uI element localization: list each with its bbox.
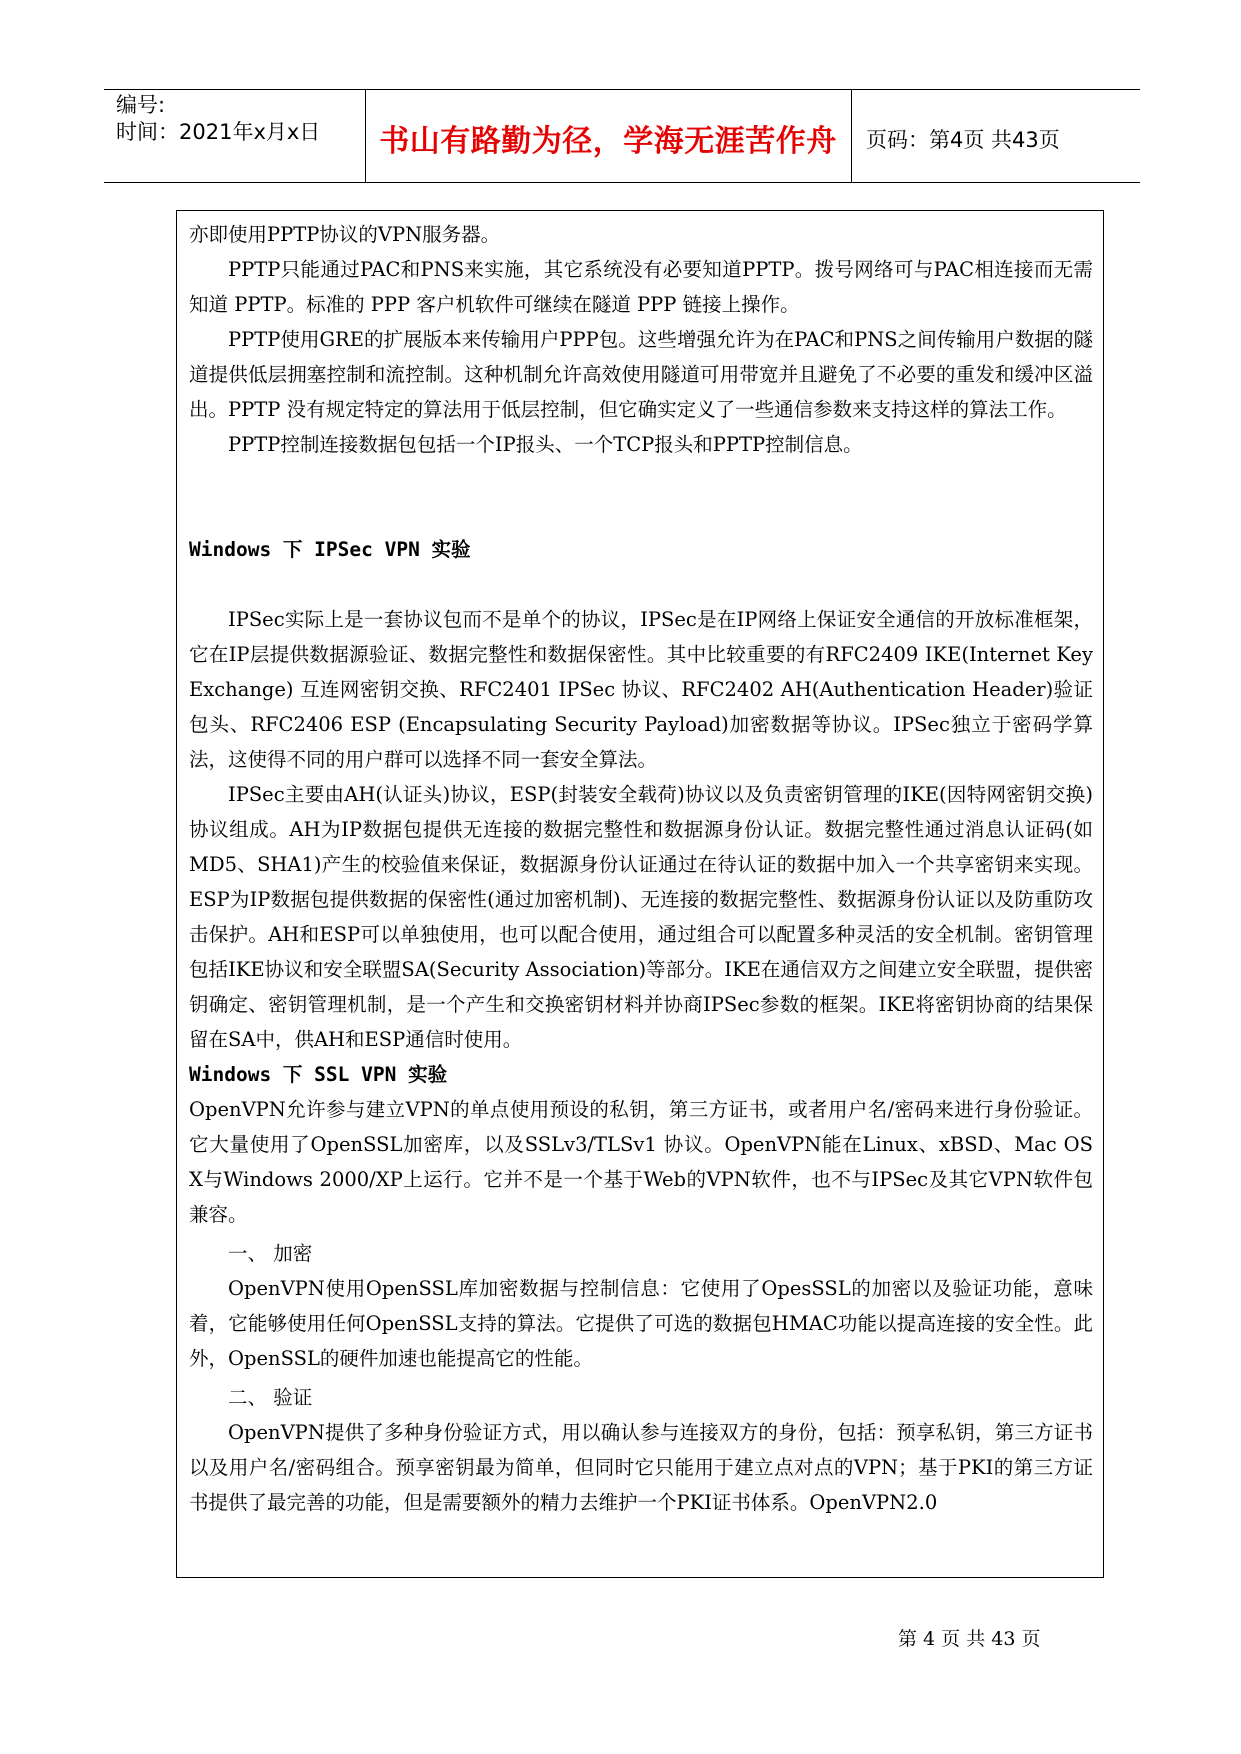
subheading-authentication: 二、 验证 <box>228 1386 313 1409</box>
heading-ssl: Windows 下 SSL VPN 实验 <box>189 1063 448 1086</box>
paragraph-pptp-gre: PPTP使用GRE的扩展版本来传输用户PPP包。这些增强允许为在PAC和PNS之间传输用户数据的隧道提供低层拥塞控制和流控制。这种机制允许高效使用隧道可用带宽并且避免了不必要的重发和缓冲区溢出。PPTP 没有规定特定的算法用于低层控制，但它确实定义了一些通信参数来支持这样的算法工作。 <box>189 328 1093 421</box>
header-bottom-rule <box>104 182 1140 183</box>
paragraph-pptp-pac: PPTP只能通过PAC和PNS来实施，其它系统没有必要知道PPTP。拨号网络可与PAC相连接而无需知道 PPTP。标准的 PPP 客户机软件可继续在隧道 PPP 链接上操作。 <box>189 258 1093 316</box>
content-body <box>189 217 1093 1520</box>
header-top-rule <box>104 89 1140 90</box>
spacer <box>189 462 1093 532</box>
paragraph-pptp-control: PPTP控制连接数据包包括一个IP报头、一个TCP报头和PPTP控制信息。 <box>228 433 863 456</box>
header-motto: 书山有路勤为径，学海无涯苦作舟 <box>379 124 837 159</box>
doc-time-label: 时间：2021年x月x日 <box>116 120 321 144</box>
paragraph-ipsec-intro: IPSec实际上是一套协议包而不是单个的协议，IPSec是在IP网络上保证安全通信的开放标准框架，它在IP层提供数据源验证、数据完整性和数据保密性。其中比较重要的有RFC2409 IKE(Internet Key Exchange) 互连网密钥交换、RFC2401 IPSec 协议、RFC2402 AH(Authentication Header)验证包头、RFC2406 ESP (Encapsulating Security Payload)加密数据等协议。IPSec独立于密码学算法，这使得不同的用户群可以选择不同一套安全算法。 <box>189 608 1093 771</box>
paragraph-encryption: OpenVPN使用OpenSSL库加密数据与控制信息：它使用了OpesSSL的加密以及验证功能，意味着，它能够使用任何OpenSSL支持的算法。它提供了可选的数据包HMAC功能以提高连接的安全性。此外，OpenSSL的硬件加速也能提高它的性能。 <box>189 1277 1093 1370</box>
doc-number-label: 编号: <box>116 93 166 117</box>
spacer <box>189 567 1093 602</box>
heading-ipsec: Windows 下 IPSec VPN 实验 <box>189 538 471 561</box>
subheading-encryption: 一、 加密 <box>228 1242 313 1265</box>
header-page-label: 页码：第4页 共43页 <box>866 128 1060 152</box>
header-meta <box>116 92 320 146</box>
paragraph-authentication: OpenVPN提供了多种身份验证方式，用以确认参与连接双方的身份，包括：预享私钥，第三方证书以及用户名/密码组合。预享密钥最为简单，但同时它只能用于建立点对点的VPN；基于PKI的第三方证书提供了最完善的功能，但是需要额外的精力去维护一个PKI证书体系。OpenVPN2.0 <box>189 1421 1093 1514</box>
header-divider-right <box>851 89 852 182</box>
paragraph-ipsec-components: IPSec主要由AH(认证头)协议，ESP(封装安全载荷)协议以及负责密钥管理的IKE(因特网密钥交换)协议组成。AH为IP数据包提供无连接的数据完整性和数据源身份认证。数据完整性通过消息认证码(如MD5、SHA1)产生的校验值来保证，数据源身份认证通过在待认证的数据中加入一个共享密钥来实现。ESP为IP数据包提供数据的保密性(通过加密机制)、无连接的数据完整性、数据源身份认证以及防重防攻击保护。AH和ESP可以单独使用，也可以配合使用，通过组合可以配置多种灵活的安全机制。密钥管理包括IKE协议和安全联盟SA(Security Association)等部分。IKE在通信双方之间建立安全联盟，提供密钥确定、密钥管理机制，是一个产生和交换密钥材料并协商IPSec参数的框架。IKE将密钥协商的结果保留在SA中，供AH和ESP通信时使用。 <box>189 783 1093 1051</box>
footer-page-number: 第 4 页 共 43 页 <box>898 1628 1041 1650</box>
paragraph-pptp-server: 亦即使用PPTP协议的VPN服务器。 <box>189 223 501 246</box>
paragraph-openvpn-intro: OpenVPN允许参与建立VPN的单点使用预设的私钥，第三方证书，或者用户名/密码来进行身份验证。它大量使用了OpenSSL加密库，以及SSLv3/TLSv1 协议。OpenVPN能在Linux、xBSD、Mac OS X与Windows 2000/XP上运行。它并不是一个基于Web的VPN软件，也不与IPSec及其它VPN软件包兼容。 <box>189 1098 1093 1226</box>
content-box <box>176 210 1104 1578</box>
